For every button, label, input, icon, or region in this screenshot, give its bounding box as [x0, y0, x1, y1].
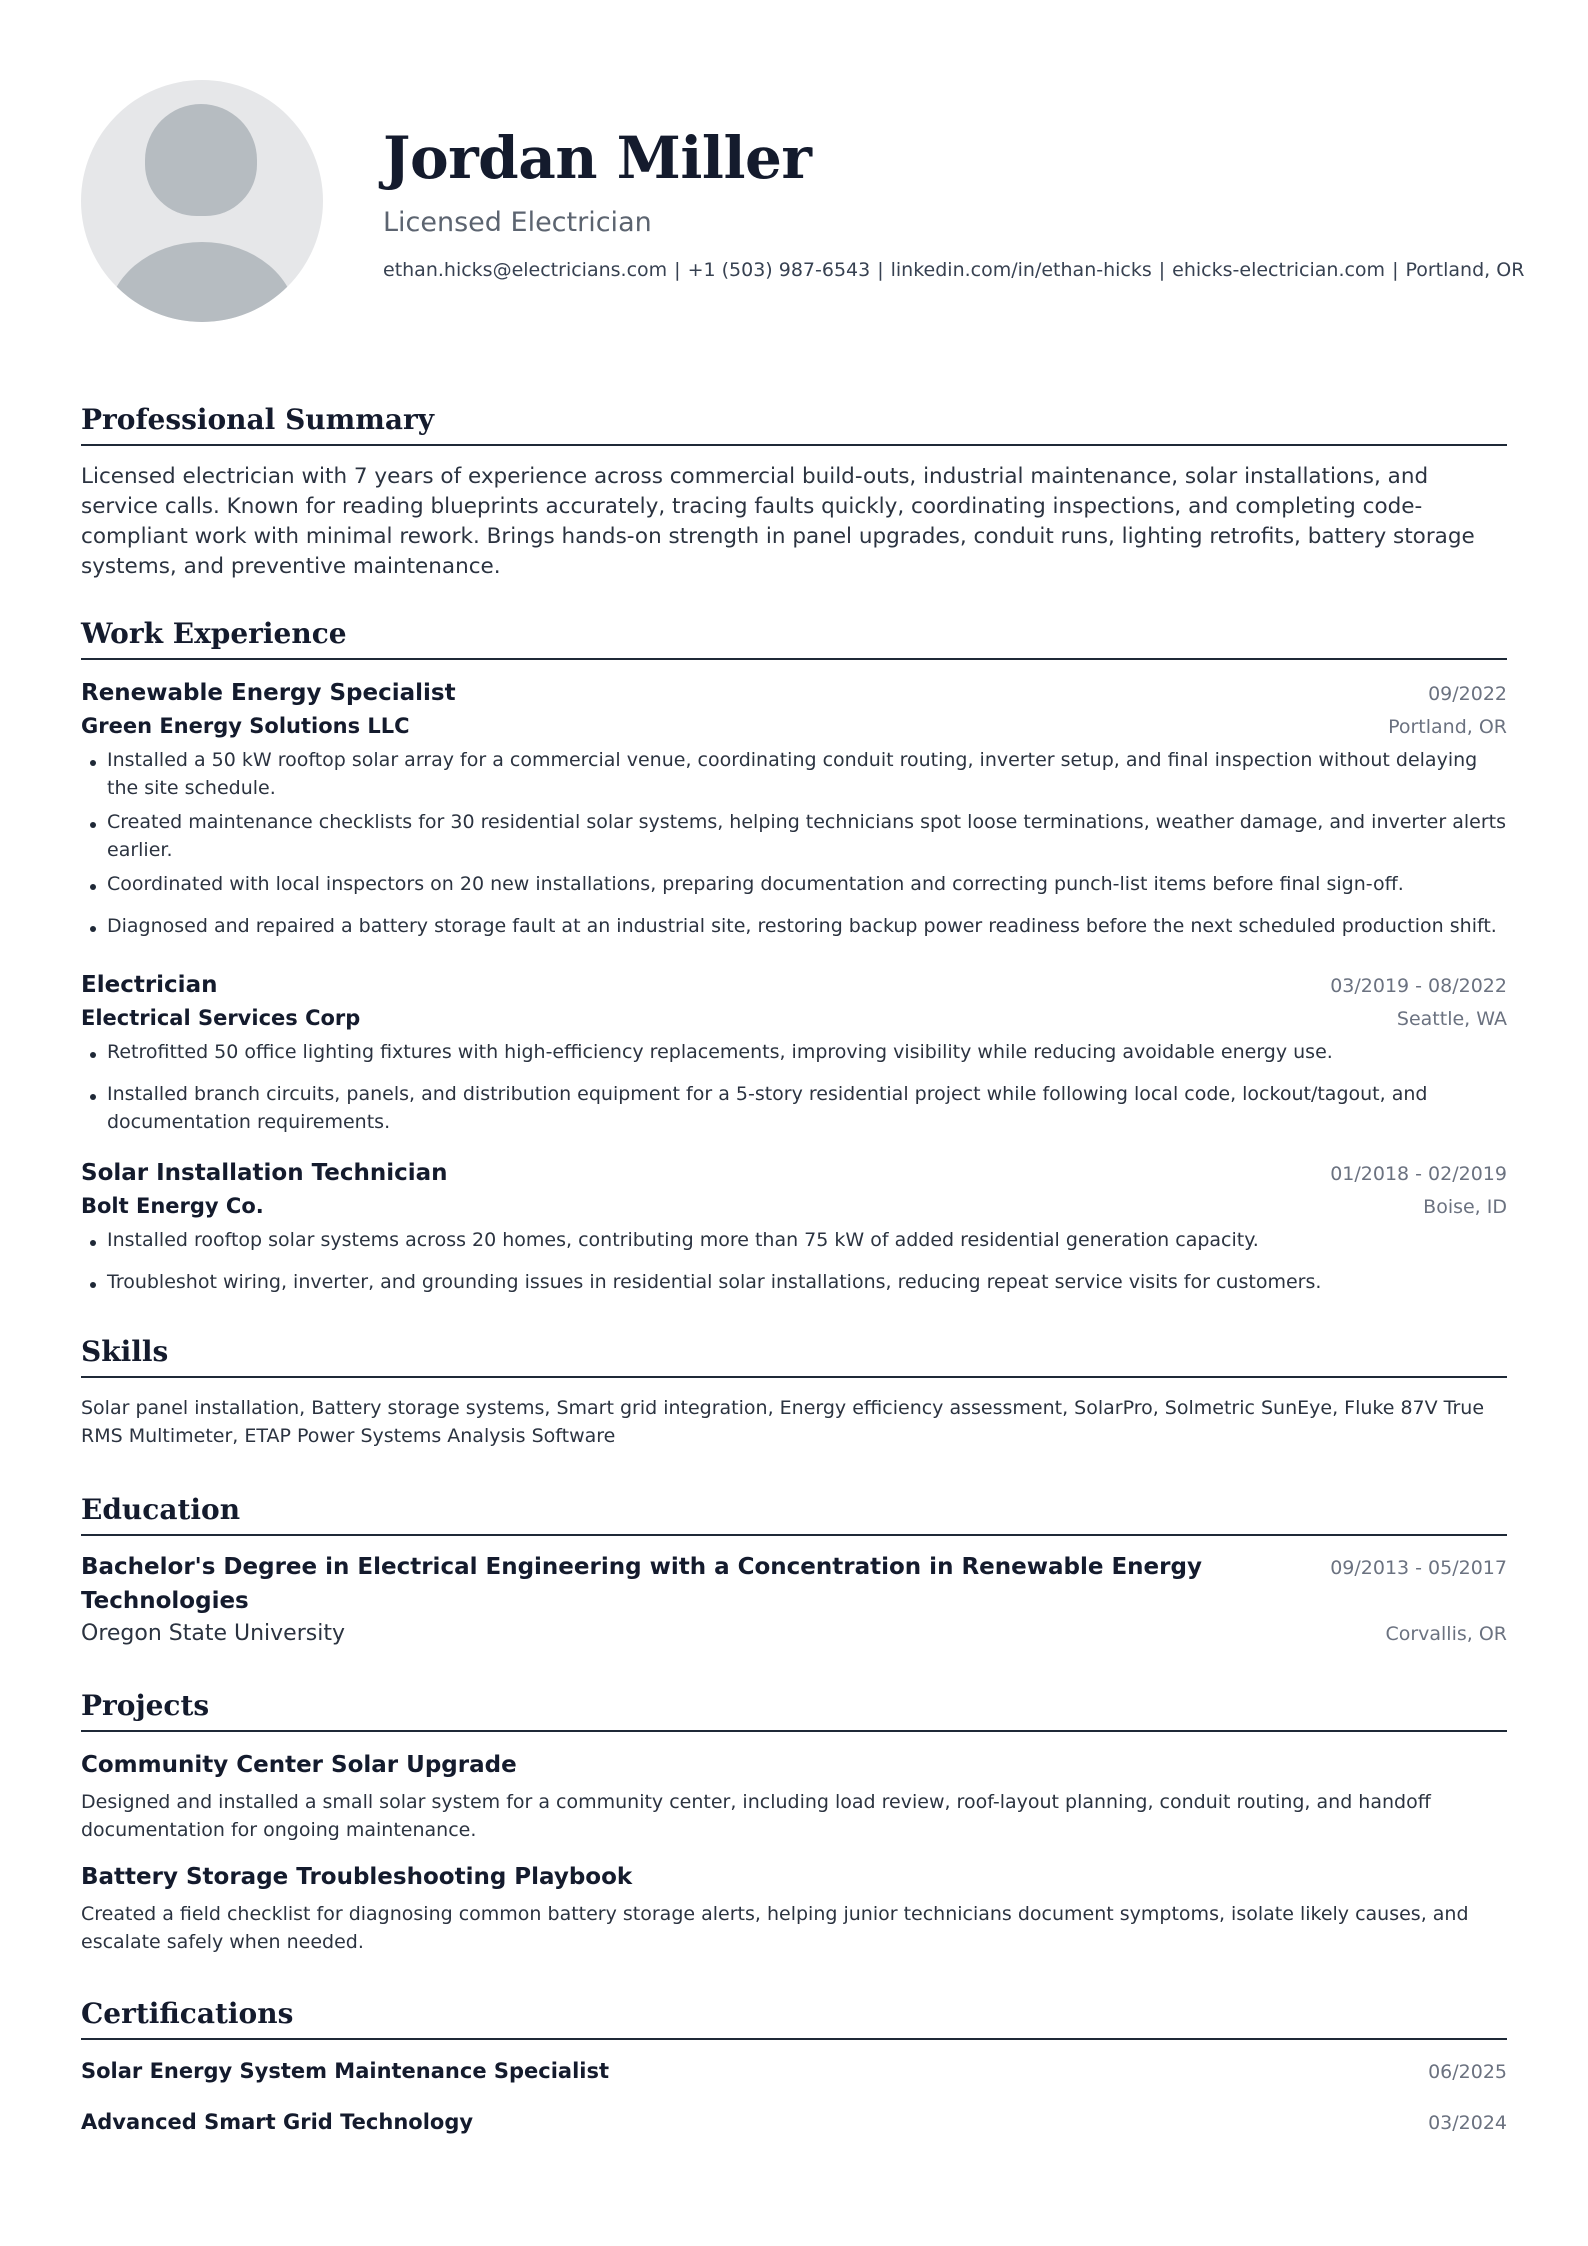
job-company-row [81, 1002, 1507, 1034]
degree-title: Bachelor's Degree in Electrical Engineering with a Concentration in Renewable Energy Technologies [81, 1554, 1202, 1614]
section-title: Skills [81, 1334, 1507, 1378]
avatar-placeholder-icon [81, 80, 323, 322]
contact-separator: | [877, 259, 884, 281]
certification-row [81, 2056, 1507, 2087]
job-dates: 01/2018 - 02/2019 [1330, 1163, 1507, 1185]
certification-date: 03/2024 [1428, 2112, 1507, 2134]
job-title: Renewable Energy Specialist [81, 680, 456, 706]
list-item: Installed a 50 kW rooftop solar array for a commercial venue, coordinating conduit routing, inverter setup, and final inspection without delaying the site schedule. [81, 746, 1507, 802]
education-school-row [81, 1618, 1507, 1650]
project-description: Designed and installed a small solar system for a community center, including load review, roof-layout planning, conduit routing, and handoff documentation for ongoing maintenance. [81, 1791, 1431, 1841]
contact-separator: | [674, 259, 681, 281]
project-entry [81, 1748, 1507, 1844]
section-title: Projects [81, 1688, 1507, 1732]
contact-linkedin[interactable]: linkedin.com/in/ethan-hicks [890, 259, 1152, 281]
education-section [81, 1492, 1507, 1650]
skills-text: Solar panel installation, Battery storage systems, Smart grid integration, Energy efficiency assessment, SolarPro, Solmetric SunEye, Fluke 87V True RMS Multimeter, ETAP Power Systems Analysis Software [81, 1397, 1485, 1447]
job-bullets [81, 1226, 1507, 1296]
job-header-row [81, 968, 1507, 1002]
job-company: Bolt Energy Co. [81, 1194, 264, 1218]
contact-phone[interactable]: +1 (503) 987-6543 [687, 259, 871, 281]
certification-date: 06/2025 [1428, 2061, 1507, 2083]
section-title: Education [81, 1492, 1507, 1536]
job-company-row [81, 710, 1507, 742]
candidate-name: Jordan Miller [383, 124, 812, 192]
job-location: Portland, OR [1388, 716, 1507, 738]
list-item: Installed branch circuits, panels, and distribution equipment for a 5-story residential project while following local code, lockout/tagout, and documentation requirements. [81, 1080, 1507, 1136]
certifications-section [81, 1996, 1507, 2138]
list-item: Diagnosed and repaired a battery storage fault at an industrial site, restoring backup power readiness before the next scheduled production shift. [81, 912, 1507, 940]
job-title: Solar Installation Technician [81, 1160, 448, 1186]
job-company: Green Energy Solutions LLC [81, 714, 410, 738]
certification-name: Solar Energy System Maintenance Specialist [81, 2059, 610, 2083]
job-entry [81, 676, 1507, 940]
certification-name: Advanced Smart Grid Technology [81, 2110, 474, 2134]
education-entry [81, 1550, 1507, 1650]
header-info [383, 118, 1525, 284]
section-title: Work Experience [81, 616, 1507, 660]
job-location: Boise, ID [1423, 1196, 1507, 1218]
job-bullets [81, 746, 1507, 940]
certification-row [81, 2107, 1507, 2138]
school-name: Oregon State University [81, 1621, 345, 1646]
job-bullets [81, 1038, 1507, 1136]
job-company: Electrical Services Corp [81, 1006, 361, 1030]
summary-text: Licensed electrician with 7 years of experience across commercial build-outs, industrial maintenance, solar installations, and service calls. Known for reading blueprints accurately, tracing faults quickly, coordinating inspections, and completing code-compliant work with minimal rework. Brings hands-on strength in panel upgrades, conduit runs, lighting retrofits, battery storage systems, and preventive maintenance. [81, 464, 1475, 579]
section-title: Professional Summary [81, 402, 1507, 446]
contact-separator: | [1392, 259, 1399, 281]
avatar-body-shape [107, 242, 297, 322]
education-header-row [81, 1550, 1507, 1618]
job-header-row [81, 1156, 1507, 1190]
experience-section [81, 616, 1507, 1296]
contact-separator: | [1158, 259, 1166, 281]
job-entry [81, 968, 1507, 1136]
contact-location: Portland, OR [1405, 259, 1525, 281]
list-item: Retrofitted 50 office lighting fixtures with high-efficiency replacements, improving visibility while reducing avoidable energy use. [81, 1038, 1507, 1066]
list-item: Created maintenance checklists for 30 residential solar systems, helping technicians spot loose terminations, weather damage, and inverter alerts earlier. [81, 808, 1507, 864]
job-dates: 09/2022 [1428, 683, 1507, 705]
section-title: Certifications [81, 1996, 1507, 2040]
job-location: Seattle, WA [1396, 1008, 1507, 1030]
job-title: Electrician [81, 972, 218, 998]
contact-website[interactable]: ehicks-electrician.com [1172, 259, 1386, 281]
job-dates: 03/2019 - 08/2022 [1330, 975, 1507, 997]
list-item: Troubleshot wiring, inverter, and grounding issues in residential solar installations, reducing repeat service visits for customers. [81, 1268, 1507, 1296]
resume-header [81, 0, 1525, 340]
project-description: Created a field checklist for diagnosing common battery storage alerts, helping junior technicians document symptoms, isolate likely causes, and escalate safely when needed. [81, 1903, 1469, 1953]
list-item: Installed rooftop solar systems across 20 homes, contributing more than 75 kW of added residential generation capacity. [81, 1226, 1507, 1254]
project-entry [81, 1860, 1507, 1956]
contact-line [383, 256, 1525, 284]
school-location: Corvallis, OR [1385, 1623, 1507, 1645]
job-company-row [81, 1190, 1507, 1222]
avatar-head-shape [145, 104, 257, 216]
project-name: Battery Storage Troubleshooting Playbook [81, 1864, 633, 1890]
candidate-role: Licensed Electrician [383, 207, 652, 238]
skills-section [81, 1334, 1507, 1450]
project-name: Community Center Solar Upgrade [81, 1752, 517, 1778]
contact-email[interactable]: ethan.hicks@electricians.com [383, 259, 668, 281]
job-header-row [81, 676, 1507, 710]
list-item: Coordinated with local inspectors on 20 new installations, preparing documentation and correcting punch-list items before final sign-off. [81, 870, 1507, 898]
summary-section [81, 402, 1507, 582]
job-entry [81, 1156, 1507, 1296]
projects-section [81, 1688, 1507, 1956]
education-dates: 09/2013 - 05/2017 [1330, 1557, 1507, 1579]
